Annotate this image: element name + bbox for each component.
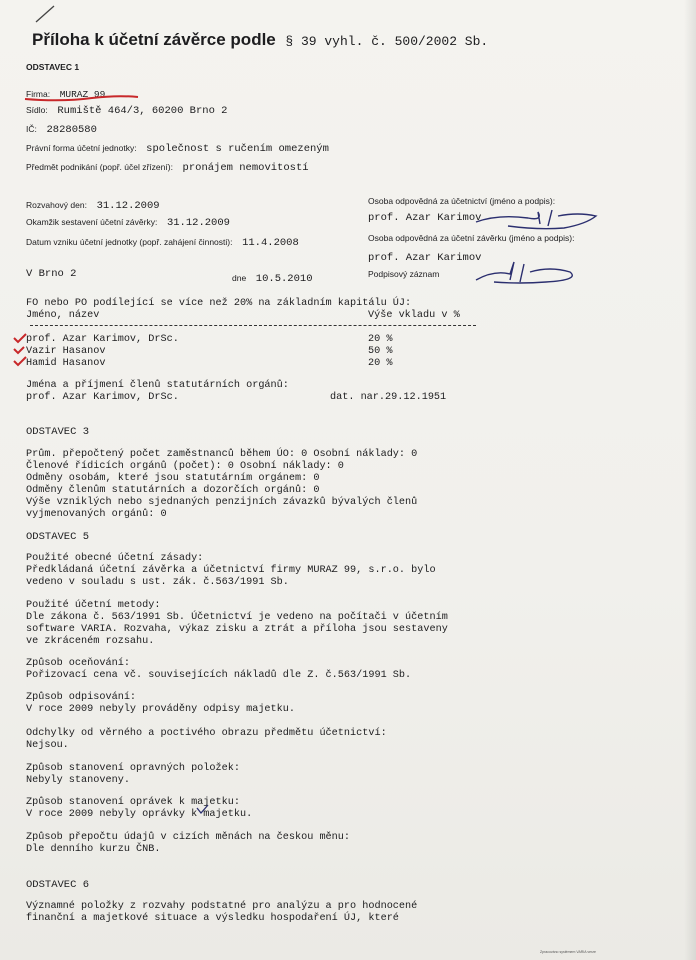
podily-row-3-share: 20 %	[368, 358, 393, 369]
title-rest: § 39 vyhl. č. 500/2002 Sb.	[285, 34, 489, 49]
podpisovy-label: Podpisový záznam	[368, 269, 440, 279]
zasady-line-2: vedeno v souladu s ust. zák. č.563/1991 Sb.	[26, 577, 289, 588]
corner-mark	[34, 4, 58, 24]
odstavec-5-heading: ODSTAVEC 5	[26, 531, 90, 543]
datum-vzniku-value: 11.4.2008	[242, 237, 299, 249]
osoba-ucetnictvi-value: prof. Azar Karimov	[368, 212, 482, 224]
sidlo-label: Sídlo:	[26, 105, 48, 115]
title-bold: Příloha k účetní závěrce podle	[32, 30, 276, 49]
osoba-zaverka-label: Osoba odpovědná za účetní závěrku (jméno a podpis):	[368, 233, 575, 243]
predmet-value: pronájem nemovitostí	[182, 162, 309, 174]
misto-value: V Brno 2	[26, 268, 77, 280]
scan-edge-shadow	[684, 0, 696, 960]
ic-label: IČ:	[26, 124, 37, 134]
pravni-forma-label: Právní forma účetní jednotky:	[26, 143, 137, 153]
okamzik-label: Okamžik sestavení účetní závěrky:	[26, 217, 158, 227]
metody-line-1: Dle zákona č. 563/1991 Sb. Účetnictví je vedeno na počítači v účetním	[26, 612, 448, 623]
page-title	[32, 30, 488, 50]
podily-row-2-share: 50 %	[368, 346, 393, 357]
statutarni-heading: Jména a příjmení členů statutárních orgánů:	[26, 380, 289, 391]
predmet-label: Předmět podnikání (popř. účel zřízení):	[26, 162, 173, 172]
podily-row-1-name: prof. Azar Karimov, DrSc.	[26, 334, 179, 345]
odpisovani-line-1: V roce 2009 nebyly prováděny odpisy majetku.	[26, 704, 295, 715]
odstavec-6-line-1: Významné položky z rozvahy podstatné pro analýzu a pro hodnocené	[26, 901, 418, 912]
sidlo-row	[26, 100, 228, 118]
footer-note: Zpracováno systémem VARIA verze	[540, 950, 596, 954]
signature-2	[470, 254, 588, 288]
odstavec-3-heading: ODSTAVEC 3	[26, 426, 90, 438]
rozvahovy-den-value: 31.12.2009	[96, 200, 160, 212]
podily-col-share: Výše vkladu v %	[368, 310, 460, 321]
sidlo-value: Rumiště 464/3, 60200 Brno 2	[57, 105, 228, 117]
pravni-forma-row	[26, 138, 329, 156]
pravni-forma-value: společnost s ručením omezeným	[146, 143, 329, 155]
prepocet-title: Způsob přepočtu údajů v cizích měnách na českou měnu:	[26, 832, 351, 843]
odstavec-6-heading: ODSTAVEC 6	[26, 879, 90, 891]
rozvahovy-den-row	[26, 195, 160, 213]
prepocet-line-1: Dle denního kurzu ČNB.	[26, 844, 161, 855]
predmet-row	[26, 157, 309, 175]
ic-value: 28280580	[46, 124, 97, 136]
podily-heading: FO nebo PO podílející se více než 20% na základním kapitálu ÚJ:	[26, 298, 412, 309]
odpisovani-title: Způsob odpisování:	[26, 692, 137, 703]
opravky-line-1: V roce 2009 nebyly oprávky k majetku.	[26, 809, 253, 820]
rozvahovy-den-label: Rozvahový den:	[26, 200, 87, 210]
metody-line-3: ve zkráceném rozsahu.	[26, 636, 155, 647]
dne-value: 10.5.2010	[255, 273, 313, 285]
odstavec-3-line-1: Prům. přepočtený počet zaměstnanců během ÚO: 0 Osobní náklady: 0	[26, 449, 418, 460]
opravne-title: Způsob stanovení opravných položek:	[26, 763, 240, 774]
odstavec-6-line-2: finanční a majetkové situace a výsledku hospodaření ÚJ, které	[26, 913, 399, 924]
pen-check-mark	[195, 804, 211, 816]
okamzik-row	[26, 212, 230, 230]
ocenovani-line-1: Pořizovací cena vč. souvisejících nákladů dle Z. č.563/1991 Sb.	[26, 670, 412, 681]
datum-vzniku-label: Datum vzniku účetní jednotky (popř. zahájení činnosti):	[26, 237, 233, 247]
odchylky-line-1: Nejsou.	[26, 740, 69, 751]
statutarni-name: prof. Azar Karimov, DrSc.	[26, 392, 179, 403]
dne-row	[232, 268, 313, 286]
datum-vzniku-row	[26, 232, 299, 250]
firma-label: Firma:	[26, 89, 51, 99]
odstavec-3-line-2: Členové řídicích orgánů (počet): 0 Osobní náklady: 0	[26, 461, 344, 472]
ocenovani-title: Způsob oceňování:	[26, 658, 130, 669]
statutarni-birth: dat. nar.29.12.1951	[330, 392, 447, 403]
zasady-title: Použité obecné účetní zásady:	[26, 553, 204, 564]
dne-label: dne	[232, 273, 247, 283]
osoba-zaverka-value: prof. Azar Karimov	[368, 252, 482, 264]
metody-line-2: software VARIA. Rozvaha, výkaz zisku a ztrát a příloha jsou sestaveny	[26, 624, 448, 635]
podily-col-name: Jméno, název	[26, 310, 100, 321]
osoba-ucetnictvi-label: Osoba odpovědná za účetnictví (jméno a podpis):	[368, 196, 556, 206]
ic-row	[26, 119, 97, 137]
podily-divider	[30, 325, 476, 326]
odstavec-3-line-3: Odměny osobám, které jsou statutárním orgánem: 0	[26, 473, 320, 484]
metody-title: Použité účetní metody:	[26, 600, 161, 611]
opravne-line-1: Nebyly stanoveny.	[26, 775, 130, 786]
red-checkmarks	[10, 332, 32, 372]
podily-row-2-name: Vazir Hasanov	[26, 346, 106, 357]
odchylky-title: Odchylky od věrného a poctivého obrazu předmětu účetnictví:	[26, 728, 387, 739]
odstavec-3-line-5: Výše vzniklých nebo sjednaných penzijních závazků bývalých členů	[26, 497, 418, 508]
zasady-line-1: Předkládaná účetní závěrka a účetnictví firmy MURAZ 99, s.r.o. bylo	[26, 565, 436, 576]
signature-1	[468, 204, 608, 234]
okamzik-value: 31.12.2009	[166, 217, 230, 229]
odstavec-3-line-6: vyjmenovaných orgánů: 0	[26, 509, 167, 520]
podily-row-3-name: Hamid Hasanov	[26, 358, 106, 369]
odstavec-1-heading: ODSTAVEC 1	[26, 62, 80, 72]
opravky-title: Způsob stanovení oprávek k majetku:	[26, 797, 240, 808]
podily-row-1-share: 20 %	[368, 334, 393, 345]
firma-value: MURAZ 99	[59, 89, 106, 100]
odstavec-3-line-4: Odměny členům statutárních a dozorčích orgánů: 0	[26, 485, 320, 496]
